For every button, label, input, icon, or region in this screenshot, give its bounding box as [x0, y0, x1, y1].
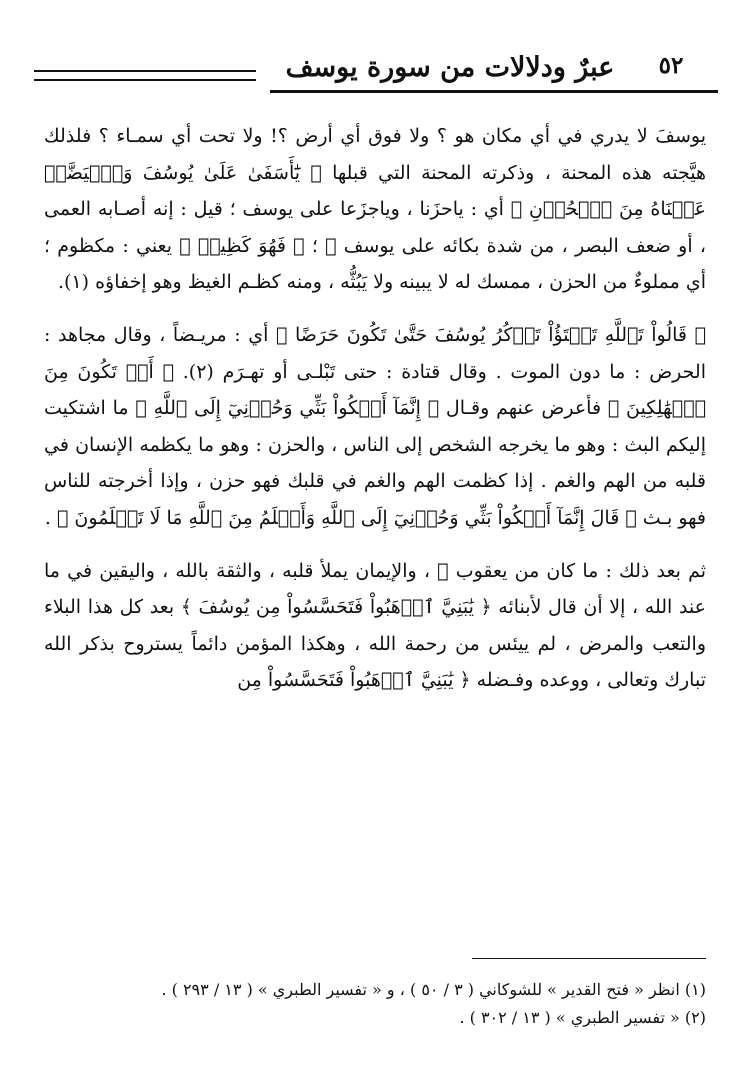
footnotes: [44, 976, 706, 1032]
paragraph: يوسفَ لا يدري في أي مكان هو ؟ ولا فوق أي أرض ؟! ولا تحت أي سمـاء ؟ فلذلك هيَّجته هذه المحنة ، وذكرته المحنة التي قبلها ﴿ يَٰٓأَسَفَىٰ عَلَىٰ يُوسُفَ وَٱبۡيَضَّتۡ عَيۡنَاهُ مِنَ ٱلۡحُزۡنِ ﴾ أي : ياحزَنا ، وياجزَعا على يوسف ؛ قيل : إنه أصـابه العمى ، أو ضعف البصر ، من شدة بكائه على يوسف ﷺ ؛ ﴿ فَهُوَ كَظِيمٞ ﴾ يعني : مكظوم ؛ أي مملوءٌ من الحزن ، ممسك له لا يبينه ولا يَبُثُّه ، ومنه كظـم الغيظ وهو إخفاؤه (١).: [44, 125, 706, 294]
header-double-rule: [34, 70, 256, 81]
footnote: (٢) « تفسير الطبري » ( ١٣ / ٣٠٢ ) .: [459, 1008, 706, 1027]
footnote-separator: [472, 958, 706, 959]
page-header: [34, 40, 718, 100]
header-underline: [270, 90, 718, 93]
paragraph: ثم بعد ذلك : ما كان من يعقوب ﷺ ، والإيمان يملأ قلبه ، والثقة بالله ، واليقين في ما عند الله ، إلا أن قال لأبنائه ﴿ يَٰبَنِيَّ ٱذۡهَبُواْ فَتَحَسَّسُواْ مِن يُوسُفَ ﴾ بعد كل هذا البلاء والتعب والمرض ، لم ييئس من رحمة الله ، وهكذا المؤمن دائماً يستروح بذكر الله تبارك وتعالى ، ووعده وفـضله ﴿ يَٰبَنِيَّ ٱذۡهَبُواْ فَتَحَسَّسُواْ مِن: [44, 559, 706, 692]
running-title: عبرٌ ودلالات من سورة يوسف: [285, 52, 615, 83]
page-number: ٥٢: [658, 52, 684, 79]
main-text: [44, 118, 706, 699]
paragraph: ﴿ قَالُواْ تَٱللَّهِ تَفۡتَؤُاْ تَذۡكُرُ يُوسُفَ حَتَّىٰ تَكُونَ حَرَضًا ﴾ أي : مريـضاً ، وقال مجاهد : الحرض : ما دون الموت . وقال قتادة : حتى تَبْلـى أو تهـرَم (٢). ﴿ أَوۡ تَكُونَ مِنَ ٱلۡهَٰلِكِينَ ﴾ فأعرض عنهم وقـال ﴿ إِنَّمَآ أَشۡكُواْ بَثِّي وَحُزۡنِيٓ إِلَى ٱللَّهِ ﴾ ما اشتكيت إليكم البث : وهو ما يخرجه الشخص إلى الناس ، والحزن : وهو ما يكظمه الإنسان في قلبه من الهم والغم . إذا كظمت الهم والغم في قلبك فهو حزن ، وإذا أخرجته للناس فهو بـث ﴿ قَالَ إِنَّمَآ أَشۡكُواْ بَثِّي وَحُزۡنِيٓ إِلَى ٱللَّهِ وَأَعۡلَمُ مِنَ ٱللَّهِ مَا لَا تَعۡلَمُونَ ﴾ .: [44, 323, 706, 529]
footnote: (١) انظر « فتح القدير » للشوكاني ( ٣ / ٥٠ ) ، و « تفسير الطبري » ( ١٣ / ٢٩٣ ) .: [161, 980, 706, 999]
